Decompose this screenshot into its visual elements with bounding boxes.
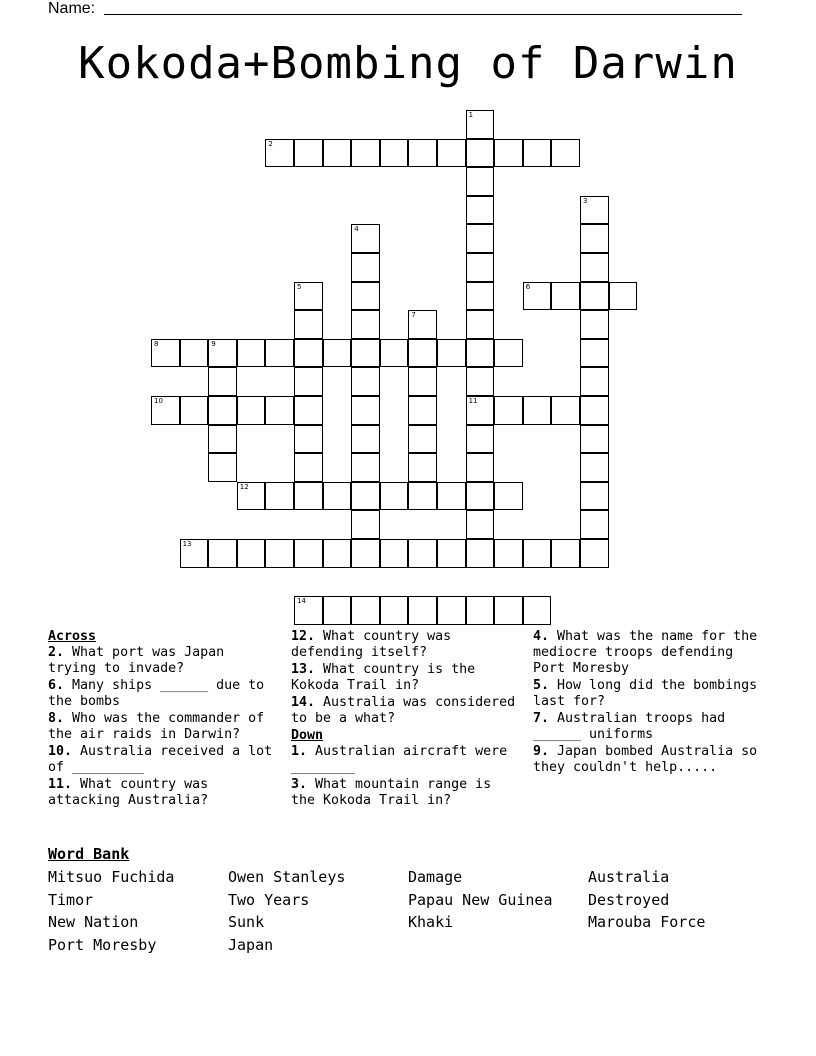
- grid-cell[interactable]: [351, 224, 380, 253]
- grid-cell[interactable]: [351, 482, 380, 511]
- grid-cell[interactable]: [580, 224, 609, 253]
- grid-cell[interactable]: [466, 139, 495, 168]
- clue-number: 2: [268, 139, 273, 148]
- grid-cell[interactable]: [580, 282, 609, 311]
- grid-cell[interactable]: [437, 596, 466, 625]
- grid-cell[interactable]: [323, 139, 352, 168]
- grid-cell[interactable]: [294, 482, 323, 511]
- grid-cell[interactable]: [580, 453, 609, 482]
- down-heading: Down: [291, 728, 324, 743]
- clue-across-11: 11. What country was attacking Australia?: [48, 777, 209, 808]
- grid-cell[interactable]: [466, 339, 495, 368]
- grid-cell[interactable]: [466, 482, 495, 511]
- grid-cell[interactable]: [294, 425, 323, 454]
- grid-cell[interactable]: [523, 282, 552, 311]
- grid-cell[interactable]: [380, 596, 409, 625]
- clue-across-13: 13. What country is the Kokoda Trail in?: [291, 662, 476, 693]
- grid-cell[interactable]: [351, 539, 380, 568]
- clue-number: 8: [154, 339, 159, 348]
- grid-cell[interactable]: [208, 425, 237, 454]
- word-bank-item: Papau New Guinea: [408, 890, 553, 909]
- grid-cell[interactable]: [580, 396, 609, 425]
- clues-column-1: [48, 629, 278, 810]
- grid-cell[interactable]: [494, 339, 523, 368]
- grid-cell[interactable]: [466, 453, 495, 482]
- clue-down-3: 3. What mountain range is the Kokoda Trail in?: [291, 777, 492, 808]
- grid-cell[interactable]: [494, 539, 523, 568]
- grid-cell[interactable]: [237, 339, 266, 368]
- clue-number: 1: [468, 111, 474, 119]
- grid-cell[interactable]: [437, 482, 466, 511]
- clue-across-10: 10. Australia received a lot of _________: [48, 744, 273, 775]
- grid-cell[interactable]: [580, 196, 609, 225]
- grid-cell[interactable]: [294, 396, 323, 425]
- grid-cell[interactable]: [208, 339, 237, 368]
- name-label: Name:: [48, 0, 96, 17]
- grid-cell[interactable]: [494, 596, 523, 625]
- grid-cell[interactable]: [466, 396, 495, 425]
- grid-cell[interactable]: [265, 482, 294, 511]
- grid-cell[interactable]: [551, 396, 580, 425]
- grid-cell[interactable]: [523, 539, 552, 568]
- clue-number: 6: [525, 282, 531, 291]
- grid-cell[interactable]: [323, 339, 352, 368]
- grid-cell[interactable]: [237, 539, 266, 568]
- clue-down-7: 7. Australian troops had ______ uniforms: [533, 711, 726, 742]
- grid-cell[interactable]: [351, 367, 380, 396]
- grid-cell[interactable]: [437, 539, 466, 568]
- grid-cell[interactable]: [466, 196, 495, 225]
- grid-cell[interactable]: [580, 425, 609, 454]
- grid-cell[interactable]: [580, 253, 609, 282]
- grid-cell[interactable]: [380, 482, 409, 511]
- grid-cell[interactable]: [265, 396, 294, 425]
- word-bank-column-2: [228, 866, 345, 957]
- clue-down-5: 5. How long did the bombings last for?: [533, 678, 758, 709]
- clue-across-8: 8. Who was the commander of the air raids in Darwin?: [48, 711, 265, 742]
- grid-cell[interactable]: [609, 282, 638, 311]
- grid-cell[interactable]: [408, 425, 437, 454]
- grid-cell[interactable]: [466, 367, 495, 396]
- grid-cell[interactable]: [408, 596, 437, 625]
- clue-across-6: 6. Many ships ______ due to the bombs: [48, 678, 265, 709]
- grid-cell[interactable]: [466, 425, 495, 454]
- word-bank-item: Destroyed: [588, 890, 670, 909]
- grid-cell[interactable]: [580, 482, 609, 511]
- clue-across-12: 12. What country was defending itself?: [291, 629, 452, 660]
- grid-cell[interactable]: [351, 253, 380, 282]
- clue-down-4: 4. What was the name for the mediocre troops defending Port Moresby: [533, 629, 758, 676]
- grid-cell[interactable]: [237, 482, 266, 511]
- grid-cell[interactable]: [351, 596, 380, 625]
- clues-column-3: [533, 629, 773, 777]
- word-bank-item: Japan: [228, 936, 274, 955]
- grid-cell[interactable]: [466, 110, 495, 139]
- clue-down-9: 9. Japan bombed Australia so they couldn't help.....: [533, 744, 758, 775]
- grid-cell[interactable]: [466, 539, 495, 568]
- grid-cell[interactable]: [323, 482, 352, 511]
- grid-cell[interactable]: [294, 282, 323, 311]
- grid-cell[interactable]: [294, 453, 323, 482]
- clue-number: 9: [211, 339, 216, 348]
- word-bank-column-1: [48, 866, 174, 957]
- grid-cell[interactable]: [180, 539, 209, 568]
- grid-cell[interactable]: [351, 310, 380, 339]
- grid-cell[interactable]: [551, 282, 580, 311]
- grid-cell[interactable]: [408, 367, 437, 396]
- word-bank-item: Two Years: [228, 890, 310, 909]
- grid-cell[interactable]: [351, 396, 380, 425]
- grid-cell[interactable]: [323, 539, 352, 568]
- grid-cell[interactable]: [351, 425, 380, 454]
- grid-cell[interactable]: [494, 482, 523, 511]
- grid-cell[interactable]: [294, 539, 323, 568]
- grid-cell[interactable]: [180, 339, 209, 368]
- grid-cell[interactable]: [580, 367, 609, 396]
- grid-cell[interactable]: [208, 396, 237, 425]
- grid-cell[interactable]: [408, 482, 437, 511]
- grid-cell[interactable]: [408, 310, 437, 339]
- grid-cell[interactable]: [551, 539, 580, 568]
- grid-cell[interactable]: [551, 139, 580, 168]
- grid-cell[interactable]: [523, 139, 552, 168]
- word-bank-item: Marouba Force: [588, 913, 706, 932]
- grid-cell[interactable]: [466, 282, 495, 311]
- grid-cell[interactable]: [265, 539, 294, 568]
- grid-cell[interactable]: [580, 510, 609, 539]
- grid-cell[interactable]: [466, 253, 495, 282]
- grid-cell[interactable]: [151, 396, 180, 425]
- grid-cell[interactable]: [380, 139, 409, 168]
- grid-cell[interactable]: [351, 510, 380, 539]
- grid-cell[interactable]: [265, 139, 294, 168]
- word-bank-item: Australia: [588, 868, 670, 886]
- word-bank-item: Sunk: [228, 913, 265, 932]
- clue-number: 12: [239, 482, 249, 491]
- clue-number: 7: [411, 311, 416, 320]
- grid-cell[interactable]: [294, 310, 323, 339]
- clue-number: 3: [583, 196, 588, 205]
- grid-cell[interactable]: [466, 596, 495, 625]
- grid-cell[interactable]: [580, 539, 609, 568]
- grid-cell[interactable]: [208, 453, 237, 482]
- grid-cell[interactable]: [494, 396, 523, 425]
- across-heading: Across: [48, 629, 97, 644]
- grid-cell[interactable]: [294, 339, 323, 368]
- grid-cell[interactable]: [466, 310, 495, 339]
- puzzle-title: Kokoda+Bombing of Darwin: [78, 38, 738, 89]
- clue-number: 5: [297, 282, 302, 291]
- clue-number: 10: [154, 397, 163, 405]
- grid-cell[interactable]: [408, 453, 437, 482]
- grid-cell[interactable]: [523, 396, 552, 425]
- grid-cell[interactable]: [265, 339, 294, 368]
- grid-cell[interactable]: [580, 310, 609, 339]
- grid-cell[interactable]: [408, 339, 437, 368]
- grid-cell[interactable]: [380, 539, 409, 568]
- word-bank-item: Port Moresby: [48, 936, 157, 955]
- grid-cell[interactable]: [466, 510, 495, 539]
- clue-across-2: 2. What port was Japan trying to invade?: [48, 645, 225, 676]
- grid-cell[interactable]: [151, 339, 180, 368]
- grid-cell[interactable]: [466, 224, 495, 253]
- grid-cell[interactable]: [494, 139, 523, 168]
- word-bank-heading: Word Bank: [48, 845, 130, 863]
- word-bank-item: Mitsuo Fuchida: [48, 868, 175, 886]
- clue-down-1: 1. Australian aircraft were ________: [291, 744, 508, 775]
- word-bank-column-3: [408, 866, 553, 934]
- word-bank-item: Damage: [408, 868, 463, 886]
- word-bank-item: Owen Stanleys: [228, 868, 346, 886]
- grid-cell[interactable]: [580, 339, 609, 368]
- clues-column-2: [291, 629, 521, 810]
- grid-cell[interactable]: [237, 396, 266, 425]
- grid-cell[interactable]: [294, 367, 323, 396]
- clue-number: 14: [297, 597, 306, 606]
- grid-cell[interactable]: [180, 396, 209, 425]
- grid-cell[interactable]: [380, 339, 409, 368]
- clue-number: 11: [468, 397, 478, 405]
- grid-cell[interactable]: [208, 367, 237, 396]
- grid-cell[interactable]: [351, 339, 380, 368]
- clue-across-14: 14. Australia was considered to be a what?: [291, 695, 516, 726]
- grid-cell[interactable]: [408, 139, 437, 168]
- grid-cell[interactable]: [294, 139, 323, 168]
- grid-cell[interactable]: [208, 539, 237, 568]
- word-bank-column-4: [588, 866, 705, 934]
- clue-number: 4: [354, 225, 359, 234]
- grid-cell[interactable]: [408, 539, 437, 568]
- grid-cell[interactable]: [351, 282, 380, 311]
- grid-cell[interactable]: [523, 596, 552, 625]
- clue-number: 13: [182, 540, 192, 548]
- grid-cell[interactable]: [294, 596, 323, 625]
- word-bank-item: Timor: [48, 890, 94, 909]
- grid-cell[interactable]: [466, 167, 495, 196]
- grid-cell[interactable]: [408, 396, 437, 425]
- word-bank-item: New Nation: [48, 913, 139, 932]
- grid-cell[interactable]: [437, 139, 466, 168]
- grid-cell[interactable]: [351, 139, 380, 168]
- grid-cell[interactable]: [437, 339, 466, 368]
- grid-cell[interactable]: [323, 596, 352, 625]
- word-bank-item: Khaki: [408, 913, 454, 932]
- grid-cell[interactable]: [351, 453, 380, 482]
